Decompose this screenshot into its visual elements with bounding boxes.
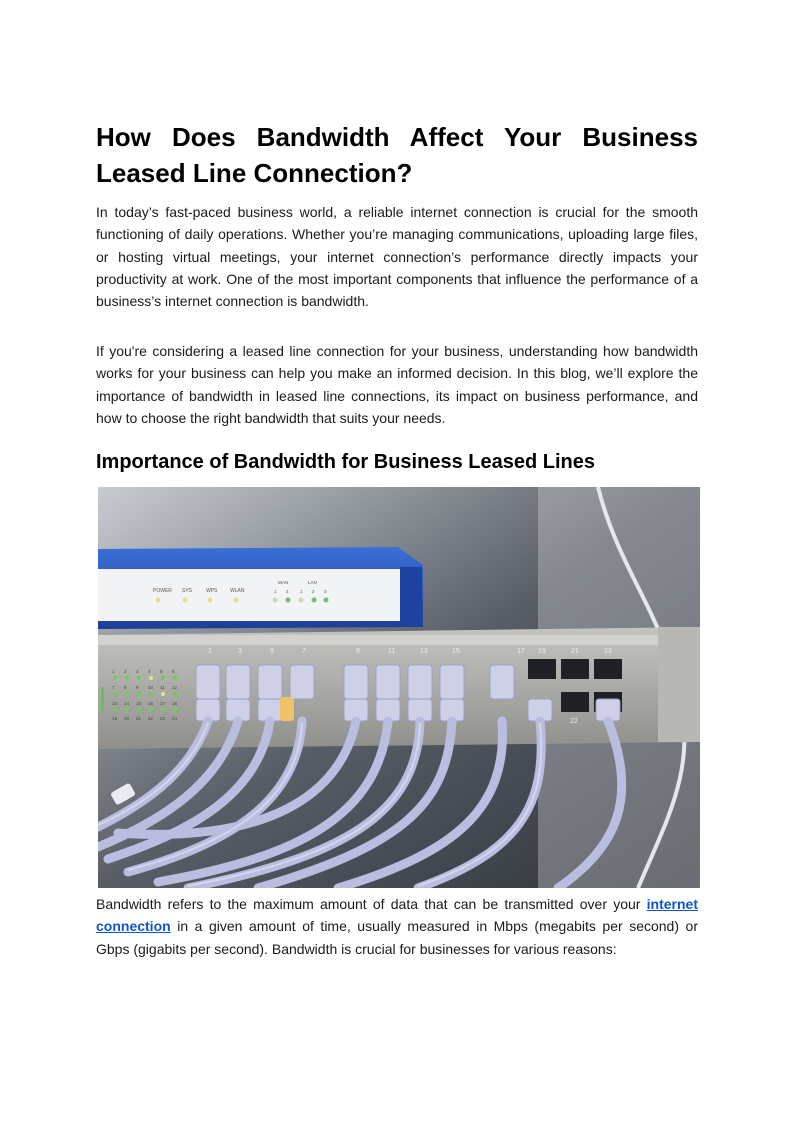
led-grid-label: 14 (124, 701, 130, 706)
switch-port-number: 3 (238, 648, 242, 655)
switch-port-number: 9 (356, 648, 360, 655)
router-lan-label: LAN (308, 580, 317, 585)
router-port-number: 2 (286, 589, 289, 594)
router-port-number: 1 (300, 589, 303, 594)
router-wan-label: WAN (278, 580, 289, 585)
led-grid-label: 6 (172, 669, 175, 674)
led-grid-label: 2 (124, 669, 127, 674)
switch-port-number: 23 (604, 648, 612, 655)
switch-port-number: 17 (517, 648, 525, 655)
led-grid-label: 19 (112, 716, 118, 721)
router-port-number: 2 (312, 589, 315, 594)
led-grid-label: 1 (112, 669, 115, 674)
led-grid-label: 4 (148, 669, 151, 674)
led-grid-label: 23 (160, 716, 166, 721)
led-grid-label: 16 (148, 701, 154, 706)
switch-port-number: 5 (270, 648, 274, 655)
led-grid-label: 13 (112, 701, 118, 706)
switch-port-number: 22 (570, 718, 578, 725)
led-grid-label: 21 (136, 716, 142, 721)
internet-connection-link[interactable]: internet connection (96, 896, 698, 935)
switch-port-number: 7 (302, 648, 306, 655)
led-grid-label: 10 (148, 685, 154, 690)
led-grid-label: 17 (160, 701, 166, 706)
led-grid-label: 3 (136, 669, 139, 674)
switch-port-number: 1 (208, 648, 212, 655)
led-grid-label: 11 (160, 685, 165, 690)
router-label: POWER (153, 588, 172, 594)
led-grid-label: 12 (172, 685, 178, 690)
network-switch-photo (98, 487, 700, 888)
switch-port-number: 11 (388, 648, 396, 655)
router-port-number: 3 (324, 589, 327, 594)
switch-port-number: 21 (571, 648, 579, 655)
led-grid-label: 22 (148, 716, 154, 721)
led-grid-label: 24 (172, 716, 178, 721)
led-grid-label: 8 (124, 685, 127, 690)
led-grid-label: 9 (136, 685, 139, 690)
body-after-link: in a given amount of time, usually measured in Mbps (megabits per second) or Gbps (gigabits per second). Bandwidth is crucial for businesses for various reasons: (96, 918, 698, 957)
body-before-link: Bandwidth refers to the maximum amount of data that can be transmitted over your (96, 896, 647, 912)
led-grid-label: 18 (172, 701, 178, 706)
switch-port-number: 19 (538, 648, 546, 655)
second-paragraph: If you're considering a leased line connection for your business, understanding how bandwidth works for your business can help you make an informed decision. In this blog, we’ll explore the importance of bandwidth in leased line connections, its impact on business performance, and how to choose the right bandwidth that suits your needs. (96, 343, 698, 426)
router-label: SYS (182, 588, 193, 594)
led-grid-label: 5 (160, 669, 163, 674)
intro-paragraph: In today’s fast-paced business world, a reliable internet connection is crucial for the smooth functioning of daily operations. Whether you’re managing communications, uploading large files, or hosting virtual meetings, your internet connection’s performance directly impacts your productivity at work. One of the most important components that influence the performance of a business’s internet connection is bandwidth. (96, 204, 698, 310)
switch-port-number: 15 (452, 648, 460, 655)
led-grid-label: 15 (136, 701, 142, 706)
switch-port-number: 13 (420, 648, 428, 655)
section-heading: Importance of Bandwidth for Business Leased Lines (96, 451, 595, 473)
router-port-number: 1 (274, 589, 277, 594)
router-label: WLAN (230, 588, 245, 594)
bandwidth-paragraph (96, 893, 698, 960)
router-device (98, 547, 423, 629)
article-title: How Does Bandwidth Affect Your Business Leased Line Connection? (96, 122, 698, 188)
router-label: WPS (206, 588, 218, 594)
led-grid-label: 20 (124, 716, 130, 721)
orange-connector (280, 697, 294, 721)
led-grid-label: 7 (112, 685, 115, 690)
